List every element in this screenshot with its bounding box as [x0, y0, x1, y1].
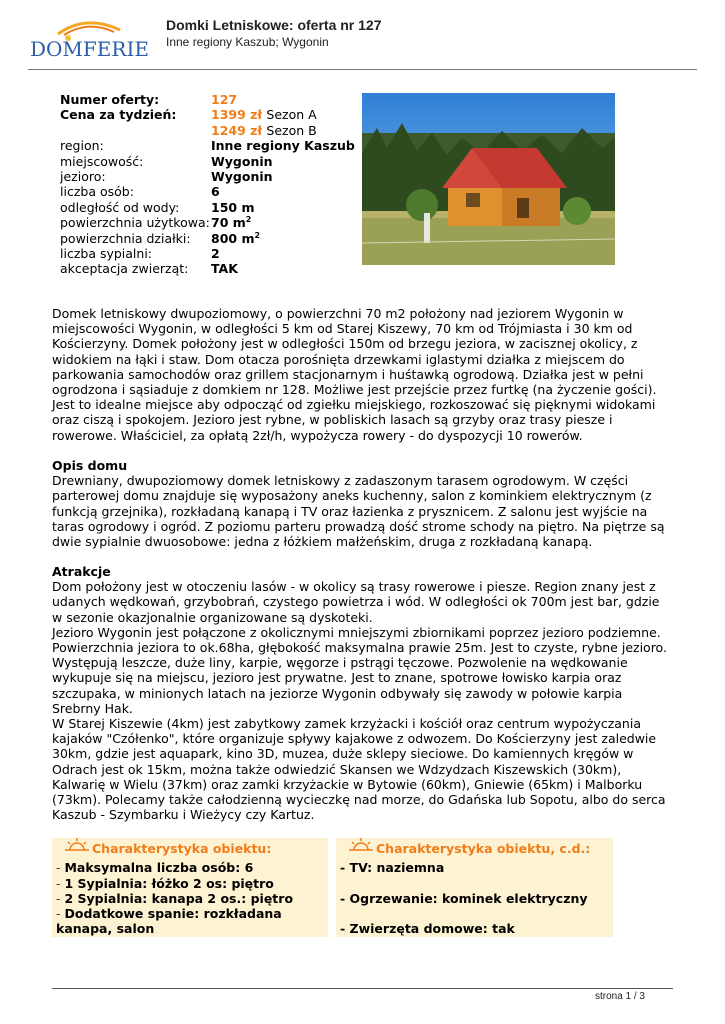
- spec-label: Numer oferty:: [60, 92, 160, 107]
- section-heading: Opis domu: [52, 458, 128, 473]
- spec-region: [60, 138, 355, 153]
- attractions-section: [52, 564, 667, 822]
- spec-label: powierzchnia użytkowa:: [60, 215, 210, 231]
- house-photo: [362, 93, 615, 265]
- list-item: - 2 Sypialnia: kanapa 2 os.: piętro: [56, 890, 294, 906]
- spec-water-distance: [60, 200, 355, 215]
- footer-divider: [52, 988, 673, 989]
- spec-price-b: [60, 123, 355, 138]
- list-item: - Maksymalna liczba osób: 6: [56, 860, 254, 876]
- spec-value: 150 m: [211, 199, 255, 215]
- spec-value: 70 m: [211, 215, 246, 231]
- spec-sup: 2: [254, 230, 261, 240]
- spec-lake: [60, 169, 355, 184]
- house-section: [52, 458, 667, 549]
- offer-description: [52, 306, 667, 443]
- page-number: strona 1 / 3: [594, 991, 645, 1002]
- box-title: Charakterystyka obiektu, c.d.:: [376, 841, 591, 856]
- spec-label: liczba osób:: [60, 184, 134, 200]
- spec-label: odległość od wody:: [60, 199, 180, 215]
- spec-value: 127: [211, 92, 238, 107]
- sun-icon: [348, 836, 374, 854]
- spec-value: Wygonin: [211, 169, 273, 185]
- header-divider: [28, 69, 697, 70]
- logo-text: DOMFERIE: [30, 37, 148, 61]
- list-item: - Zwierzęta domowe: tak: [340, 921, 515, 937]
- domferie-logo: [28, 14, 148, 66]
- features-box-continued: [336, 838, 613, 937]
- section-heading: Atrakcje: [52, 564, 111, 579]
- spec-price: [60, 107, 355, 122]
- spec-label: akceptacja zwierząt:: [60, 261, 189, 277]
- spec-sup: 2: [245, 215, 252, 225]
- spec-value: 6: [211, 184, 220, 200]
- features-box: [52, 838, 328, 937]
- list-item: - Dodatkowe spanie: rozkładana kanapa, salon: [56, 906, 282, 937]
- spec-offer-no: [60, 92, 355, 107]
- spec-persons: [60, 184, 355, 199]
- spec-plot-area: [60, 231, 355, 246]
- season-a-label: Sezon A: [266, 107, 317, 123]
- spec-pets: [60, 261, 355, 276]
- box-title: Charakterystyka obiektu:: [92, 841, 272, 856]
- spec-label: Cena za tydzień:: [60, 107, 177, 123]
- spec-label: miejscowość:: [60, 153, 144, 169]
- attractions-paragraph-2: Jezioro Wygonin jest połączone z okolicznymi mniejszymi zbiornikami poprzez jezioro podziemne. Powierzchnia jeziora to ok.68ha, głębokość maksymalna prawie 25m. Jest to czyste, rybne jezioro. Występują leszcze, duże liny, karpie, węgorze i pstrągi tęczowe. Pozwolenie na wędkowanie wykupuje się na miejscu, jezioro jest prywatne. Jest to znane, spotrowe łowisko karpia oraz szczupaka, w minionych latach na jeziorze Wygonin odbywały się zawody w połowie karpia Srebrny Hak.: [52, 624, 667, 716]
- spec-label: liczba sypialni:: [60, 246, 153, 262]
- attractions-paragraph-3: W Starej Kiszewie (4km) jest zabytkowy zamek krzyżacki i kościół oraz centrum wypożyczania kajaków "Czółenko", które organizuje spływy kajakowe z odwozem. Do Kościerzyny jest zaledwie 30km, gdzie jest aquapark, kino 3D, muzea, duże sklepy sieciowe. Do kamiennych kręgów w Odrach jest ok 15km, można także odwiedzić Skansen we Wdzydzach Kiszewskich (30km), Kalwarię w Wielu (37km) oraz zamki krzyżackie w Bytowie (60km), Gniewie (65km) i Malborku (73km). Polecamy także całodzienną wycieczkę nad morze, do Gdańska lub Sopotu, albo do serca Kaszub - Szymbarku i Wieżycy czy Kartuz.: [52, 716, 666, 823]
- spec-value: Wygonin: [211, 153, 273, 169]
- page-title: Domki Letniskowe: oferta nr 127: [166, 17, 382, 33]
- offer-specs: [60, 92, 355, 277]
- spec-label: jezioro:: [60, 169, 106, 185]
- spec-usable-area: [60, 215, 355, 230]
- page-subtitle: Inne regiony Kaszub; Wygonin: [166, 35, 329, 49]
- spec-label: region:: [60, 138, 104, 154]
- spec-label: powierzchnia działki:: [60, 230, 191, 246]
- spec-value: 800 m: [211, 230, 255, 246]
- list-item: - TV: naziemna: [340, 860, 445, 876]
- list-item: - Ogrzewanie: kominek elektryczny: [340, 890, 588, 906]
- description-text: Domek letniskowy dwupoziomowy, o powierzchni 70 m2 położony nad jeziorem Wygonin w miejscowości Wygonin, w odległości 5 km od Starej Kiszewy, 70 km od Trójmiasta i 30 km od Kościerzyny. Domek położony jest w odległości 150m od brzegu jeziora, w zacisznej okolicy, z widokiem na łąki i staw. Dom otacza porośnięta drzewkami iglastymi działka z miejscem do parkowania samochodów oraz grillem stacjonarnym i huśtawką ogrodową. Działka jest w pełni ogrodzona i sąsiaduje z domkiem nr 128. Możliwe jest przejście przez furtkę (na życzenie gości). Jest to idealne miejsce aby odpocząć od zgiełku miejskiego, rozkoszować się pięknymi widokami oraz ciszą i spokojem. Jezioro jest rybne, w pobliskich lasach są grzyby oraz trasy piesze i rowerowe. Właściciel, za opłatą 2zł/h, wypożycza rowery - do dyspozycji 10 rowerów.: [52, 306, 657, 443]
- features-list: [52, 860, 328, 936]
- spec-town: [60, 154, 355, 169]
- price-season-a: 1399 zł: [211, 107, 263, 123]
- season-b-label: Sezon B: [266, 122, 317, 138]
- spec-bedrooms: [60, 246, 355, 261]
- section-text: Drewniany, dwupoziomowy domek letniskowy z zadaszonym tarasem ogrodowym. W części parterowej domu znajduje się wyposażony aneks kuchenny, salon z kominkiem elektrycznym (z funkcją grzejnika), rozkładaną kanapą i TV oraz łazienka z prysznicem. Z salonu jest wyjście na taras ogrodowy i ogród. Z poziomu parteru prowadzą dość strome schody na piętro. Na piętrze są dwie sypialnie dwuosobowe: jedna z łóżkiem małżeńskim, druga z rozkładaną kanapą.: [52, 473, 665, 550]
- features-list: [336, 860, 613, 936]
- spec-value: TAK: [211, 261, 238, 277]
- price-season-b: 1249 zł: [211, 122, 263, 138]
- list-item: - 1 Sypialnia: łóżko 2 os: piętro: [56, 875, 274, 891]
- attractions-paragraph-1: Dom położony jest w otoczeniu lasów - w okolicy są trasy rowerowe i piesze. Region znany jest z udanych wędkowań, grzybobrań, czystego powietrza i wód. W odległości ok 700m jest bar, gdzie w sezonie okazjonalnie organizowane są dyskoteki.: [52, 579, 660, 625]
- spec-value: 2: [211, 246, 220, 262]
- spec-value: Inne regiony Kaszub: [211, 138, 355, 154]
- sun-icon: [64, 836, 90, 854]
